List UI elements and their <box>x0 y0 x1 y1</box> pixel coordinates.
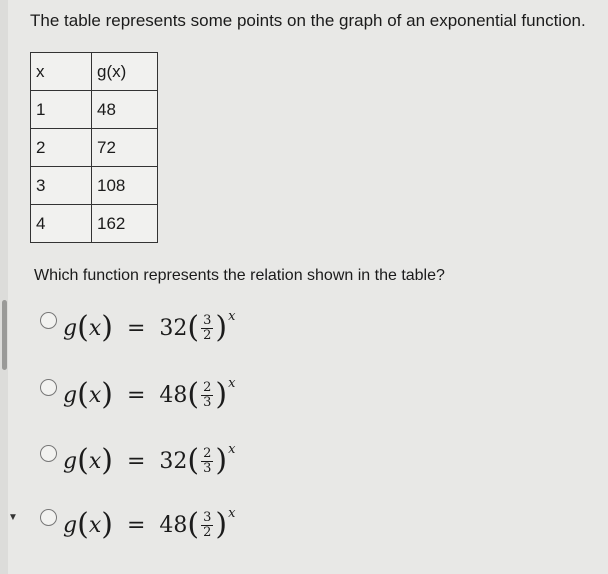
close-paren: ) <box>215 443 228 478</box>
coefficient: 32 <box>159 315 188 341</box>
numerator: 3 <box>203 312 212 328</box>
var-name: x <box>88 512 102 538</box>
close-paren: ) <box>101 443 113 478</box>
exponent: x <box>228 309 236 324</box>
close-paren: ) <box>101 310 113 345</box>
var-name: x <box>88 382 102 408</box>
open-paren: ( <box>187 310 200 345</box>
table-cell-x: 1 <box>31 91 92 129</box>
exponent: x <box>228 442 236 457</box>
table-cell-gx: 72 <box>92 129 158 167</box>
left-scrollbar[interactable] <box>0 0 8 574</box>
equals-sign: = <box>126 382 146 408</box>
open-paren: ( <box>187 507 200 542</box>
table-cell-gx: 108 <box>92 167 158 205</box>
scrollbar-thumb[interactable] <box>2 300 7 370</box>
var-name: x <box>88 315 102 341</box>
question-text: The table represents some points on the graph of an exponential function. <box>30 11 586 30</box>
exponent: x <box>228 506 236 521</box>
coefficient: 48 <box>159 382 188 408</box>
option-formula <box>63 376 236 412</box>
fraction <box>201 381 213 410</box>
numerator: 2 <box>203 445 212 461</box>
close-paren: ) <box>101 507 113 542</box>
prompt-text: Which function represents the relation shown in the table? <box>34 267 445 284</box>
answer-option-4[interactable] <box>40 502 235 548</box>
table-cell-x: 2 <box>31 129 92 167</box>
table-cell-x: 3 <box>31 167 92 205</box>
fn-name: g <box>63 382 78 408</box>
table-row <box>31 129 158 167</box>
open-paren: ( <box>77 310 89 345</box>
radio-button[interactable] <box>40 445 57 462</box>
coefficient: 48 <box>159 512 188 538</box>
option-formula <box>63 506 236 542</box>
denominator: 2 <box>203 327 212 343</box>
coefficient: 32 <box>159 448 188 474</box>
table-cell-gx: 48 <box>92 91 158 129</box>
open-paren: ( <box>77 443 89 478</box>
denominator: 3 <box>203 460 212 476</box>
open-paren: ( <box>77 507 89 542</box>
table-header-gx: g(x) <box>92 53 158 91</box>
exponent: x <box>228 376 236 391</box>
answer-option-2[interactable] <box>40 372 235 418</box>
option-formula <box>63 309 236 345</box>
open-paren: ( <box>187 443 200 478</box>
fn-name: g <box>63 315 78 341</box>
close-paren: ) <box>215 310 228 345</box>
numerator: 2 <box>203 379 212 395</box>
table-row <box>31 205 158 243</box>
option-formula <box>63 442 236 478</box>
open-paren: ( <box>77 377 89 412</box>
table-cell-gx: 162 <box>92 205 158 243</box>
denominator: 2 <box>203 524 212 540</box>
fn-name: g <box>63 448 78 474</box>
radio-button[interactable] <box>40 379 57 396</box>
radio-button[interactable] <box>40 509 57 526</box>
equals-sign: = <box>126 448 146 474</box>
close-paren: ) <box>101 377 113 412</box>
fraction <box>201 447 213 476</box>
fraction <box>201 511 213 540</box>
open-paren: ( <box>187 377 200 412</box>
denominator: 3 <box>203 394 212 410</box>
answer-option-1[interactable] <box>40 305 235 351</box>
table-cell-x: 4 <box>31 205 92 243</box>
fraction <box>201 314 213 343</box>
close-paren: ) <box>215 507 228 542</box>
answer-option-3[interactable] <box>40 438 235 484</box>
close-paren: ) <box>215 377 228 412</box>
radio-button[interactable] <box>40 312 57 329</box>
equals-sign: = <box>126 315 146 341</box>
fn-name: g <box>63 512 78 538</box>
table-row <box>31 167 158 205</box>
table-row <box>31 91 158 129</box>
numerator: 3 <box>203 509 212 525</box>
triangle-down-icon[interactable]: ▼ <box>8 512 18 523</box>
table-header-x: x <box>31 53 92 91</box>
values-table <box>30 52 158 243</box>
equals-sign: = <box>126 512 146 538</box>
var-name: x <box>88 448 102 474</box>
table-header-row <box>31 53 158 91</box>
